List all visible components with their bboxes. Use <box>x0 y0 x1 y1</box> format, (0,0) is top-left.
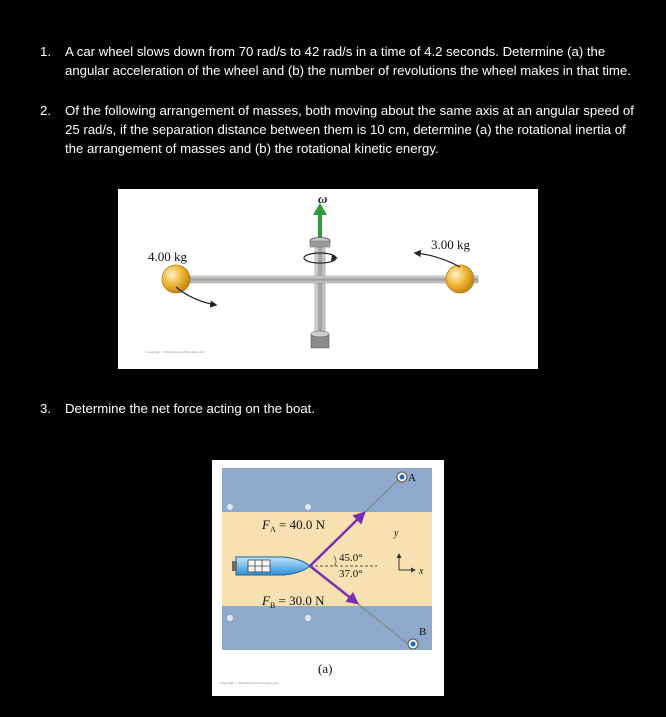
right-motion-arrow <box>415 253 460 267</box>
mass-left <box>162 265 190 293</box>
angle-37-label: 37.0° <box>339 568 363 580</box>
question-text: Determine the net force acting on the boat. <box>65 401 315 416</box>
dock-post <box>305 615 311 621</box>
label-a: A <box>408 472 416 484</box>
dock-post <box>227 615 233 621</box>
dock-post <box>227 504 233 510</box>
post-a-core <box>400 475 405 480</box>
question-number: 3. <box>40 401 51 416</box>
mass-right <box>446 265 474 293</box>
omega-label: ω <box>318 191 328 206</box>
axle-top-cap-side <box>310 241 330 247</box>
copyright-note: Copyright © 2004 Pearson Education, Inc. <box>146 350 206 354</box>
label-b: B <box>419 626 427 638</box>
dock-post <box>305 504 311 510</box>
mass-right-label: 3.00 kg <box>431 237 470 252</box>
force-a-label: $F_A = 40.0$ N <box>262 517 325 534</box>
bottom-dock <box>222 606 432 650</box>
x-axis-label: x <box>419 566 424 577</box>
vertical-axle <box>315 239 325 341</box>
boat <box>232 557 310 575</box>
force-b-label: $F_B = 30.0$ N <box>262 593 325 610</box>
y-axis-label: y <box>394 528 399 539</box>
question-number: 1. <box>40 44 51 59</box>
copyright-note: Copyright © 2004 Pearson Education, Inc. <box>220 681 280 685</box>
rotating-masses-figure <box>118 189 538 369</box>
mass-left-label: 4.00 kg <box>148 249 187 264</box>
rotating-masses-diagram <box>118 189 538 369</box>
boat-forces-diagram <box>212 460 444 696</box>
post-b-core <box>411 642 416 647</box>
axle-bottom-cap-top <box>311 331 329 337</box>
question-text: A car wheel slows down from 70 rad/s to 42 rad/s in a time of 4.2 seconds. Determine (a) the angular acceleration of the wheel and (b) the number of revolutions the wheel makes in that time. <box>65 44 631 78</box>
boat-forces-figure <box>212 460 444 696</box>
angle-45-label: 45.0° <box>339 552 363 564</box>
horizontal-rod <box>178 276 478 283</box>
question-text: Of the following arrangement of masses, both moving about the same axis at an angular speed of 25 rad/s, if the separation distance between them is 10 cm, determine (a) the rotational inertia of the arrangement of masses and (b) the rotational kinetic energy. <box>65 103 634 156</box>
figure-caption: (a) <box>318 661 333 676</box>
question-number: 2. <box>40 103 51 118</box>
